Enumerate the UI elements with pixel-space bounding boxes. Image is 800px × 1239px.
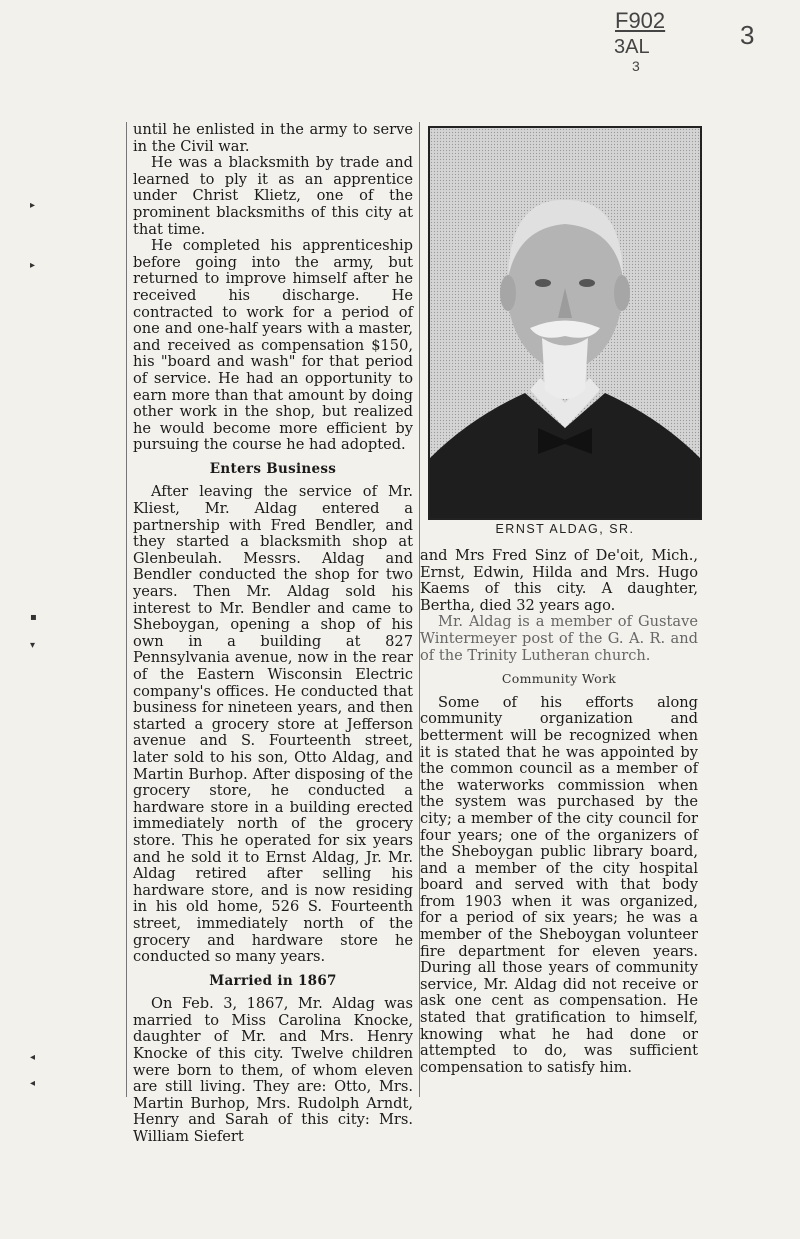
margin-mark: ◂ [30,1078,36,1089]
section-heading: Enters Business [209,460,337,477]
paragraph: After leaving the service of Mr. Kliest, Mr. Aldag entered a partnership with Fred Bendler, and they started a blacksmith shop at Glenbeulah. Messrs. Aldag and Bendler conducted the shop for two years. Then Mr. Aldag sold his interest to Mr. Bendler and came to Sheboygan, opening a shop of his own in a building at 827 Pennsylvania avenue, now in the rear of the Eastern Wisconsin Electric company's offices. He conducted that business for nineteen years, and then started a grocery store at Jefferson avenue and S. Fourteenth street, later sold to his son, Otto Aldag, and Martin Burhop. After disposing of the grocery store, he conducted a hardware store in a building erected immediately north of the grocery store. This he operated for six years and he sold it to Ernst Aldag, Jr. Mr. Aldag retired after selling his hardware store, and is now residing in his old home, 526 S. Fourteenth street, immediately north of the grocery and hardware store he conducted so many years. [133,483,413,966]
paragraph: He was a blacksmith by trade and learned to ply it as an apprentice under Christ Klietz, one of the prominent blacksmiths of this city at that time. [133,154,413,238]
sub-annotation: 3 [632,58,640,74]
paragraph: He completed his apprenticeship before going into the army, but returned to improve himself after he received his discharge. He contracted to work for a period of one and one-half years with a master, and received as compensation $150, his "board and wash" for that period of service. He had an opportunity to earn more than that amount by doing other work in the shop, but realized he would become more efficient by pursuing the course he had adopted. [133,237,413,454]
section-heading: Community Work [501,671,617,687]
paragraph: Some of his efforts along community organization and betterment will be recognized when it is stated that he was appointed by the common council as a member of the waterworks commission when the system was purchased by the city; a member of the city council for four years; one of the organizers of the Sheboygan public library board, and a member of the city hospital board and served with that body from 1903 when it was organized, for a period of six years; he was a member of the Sheboygan volunteer fire department for eleven years. During all those years of community service, Mr. Aldag did not receive or ask one cent as compensation. He stated that gratification to himself, knowing what he had done or attempted to do, was sufficient compensation to satisfy him. [420,693,698,1076]
margin-mark: ▸ [30,260,36,271]
paragraph: On Feb. 3, 1867, Mr. Aldag was married to Miss Carolina Knocke, daughter of Mr. and Mrs. Henry Knocke of this city. Twelve children were born to them, of whom eleven are still living. They are: Otto, Mrs. Martin Burhop, Mrs. Rudolph Arndt, Henry and Sarah of this city: Mrs. William Siefert [133,995,413,1146]
paragraph: Mr. Aldag is a member of Gustave Wintermeyer post of the G. A. R. and of the Trinity Lutheran church. [420,613,698,664]
code-annotation: 3AL [614,36,650,58]
paragraph: until he enlisted in the army to serve in the Civil war. [133,121,413,155]
margin-mark: ▾ [30,640,36,651]
portrait-image [430,128,700,518]
margin-mark: ▸ [30,200,36,211]
left-column [126,121,420,1146]
portrait-photo [428,126,702,520]
page-number-annotation: 3 [740,20,755,50]
catalog-annotation: F902 [615,8,666,33]
margin-mark: ▪ [30,612,37,623]
section-heading: Married in 1867 [209,972,337,989]
margin-mark: ◂ [30,1052,36,1063]
paragraph: and Mrs Fred Sinz of De'oit, Mich., Ernst, Edwin, Hilda and Mrs. Hugo Kaems of this city. A daughter, Bertha, died 32 years ago. [420,547,698,614]
right-column [420,548,698,1076]
photo-caption: ERNST ALDAG, SR. [495,522,635,536]
